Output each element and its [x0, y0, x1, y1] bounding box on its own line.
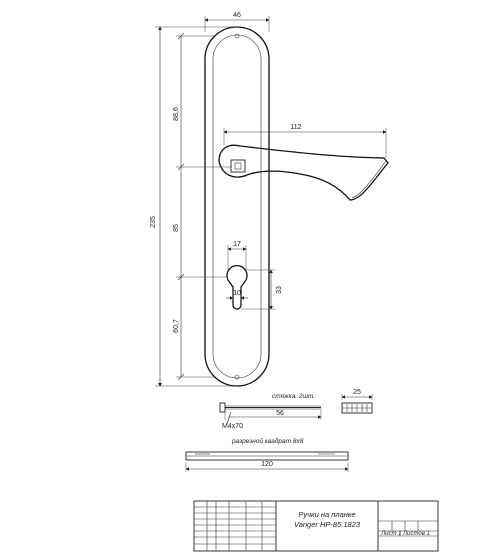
dim-cylinder-slot-label: 10 — [233, 290, 241, 297]
dim-plate-height-label: 235 — [150, 216, 157, 228]
dim-handle-to-cylinder-label: 85 — [173, 224, 180, 232]
spindle-square — [231, 160, 245, 172]
dim-plate-width-label: 46 — [233, 12, 241, 19]
drawing-title-line2: Vanger HP-85.1823 — [293, 520, 361, 529]
square-note: разрезной квадрат 8х8 — [232, 438, 304, 445]
dim-chain — [173, 33, 232, 380]
dim-cylinder-slot — [226, 290, 248, 300]
screw-detail — [220, 393, 321, 430]
bottom-screw-hole — [235, 375, 239, 379]
dim-handle-length-label: 112 — [290, 124, 302, 131]
sheet-number: Лист 1 — [381, 531, 402, 537]
lever-handle — [219, 145, 388, 200]
dim-plate-height — [150, 27, 237, 386]
square-length-label: 120 — [261, 461, 273, 468]
square-spindle-detail — [186, 437, 348, 472]
cylinder-cutout — [227, 266, 247, 309]
dim-cylinder-to-bottom-label: 60,7 — [173, 319, 180, 333]
top-screw-hole — [235, 34, 239, 38]
screw-note: стяжка, 2шт. — [272, 393, 315, 400]
screw-nut-detail — [342, 389, 372, 413]
dim-top-to-handle-label: 88,6 — [173, 107, 180, 121]
dim-cylinder-width-label: 17 — [233, 241, 241, 248]
dim-plate-width — [205, 12, 269, 32]
title-block — [194, 501, 438, 551]
door-plate — [205, 27, 269, 386]
screw-length-label: 56 — [276, 410, 284, 417]
drawing-title-line1: Ручки на планке — [298, 510, 356, 519]
screw-nut-length-label: 25 — [353, 389, 361, 396]
dim-cylinder-height-label: 33 — [276, 286, 283, 294]
sheet-count: Листов 1 — [403, 531, 430, 537]
screw-size-label: M4x70 — [222, 423, 244, 430]
